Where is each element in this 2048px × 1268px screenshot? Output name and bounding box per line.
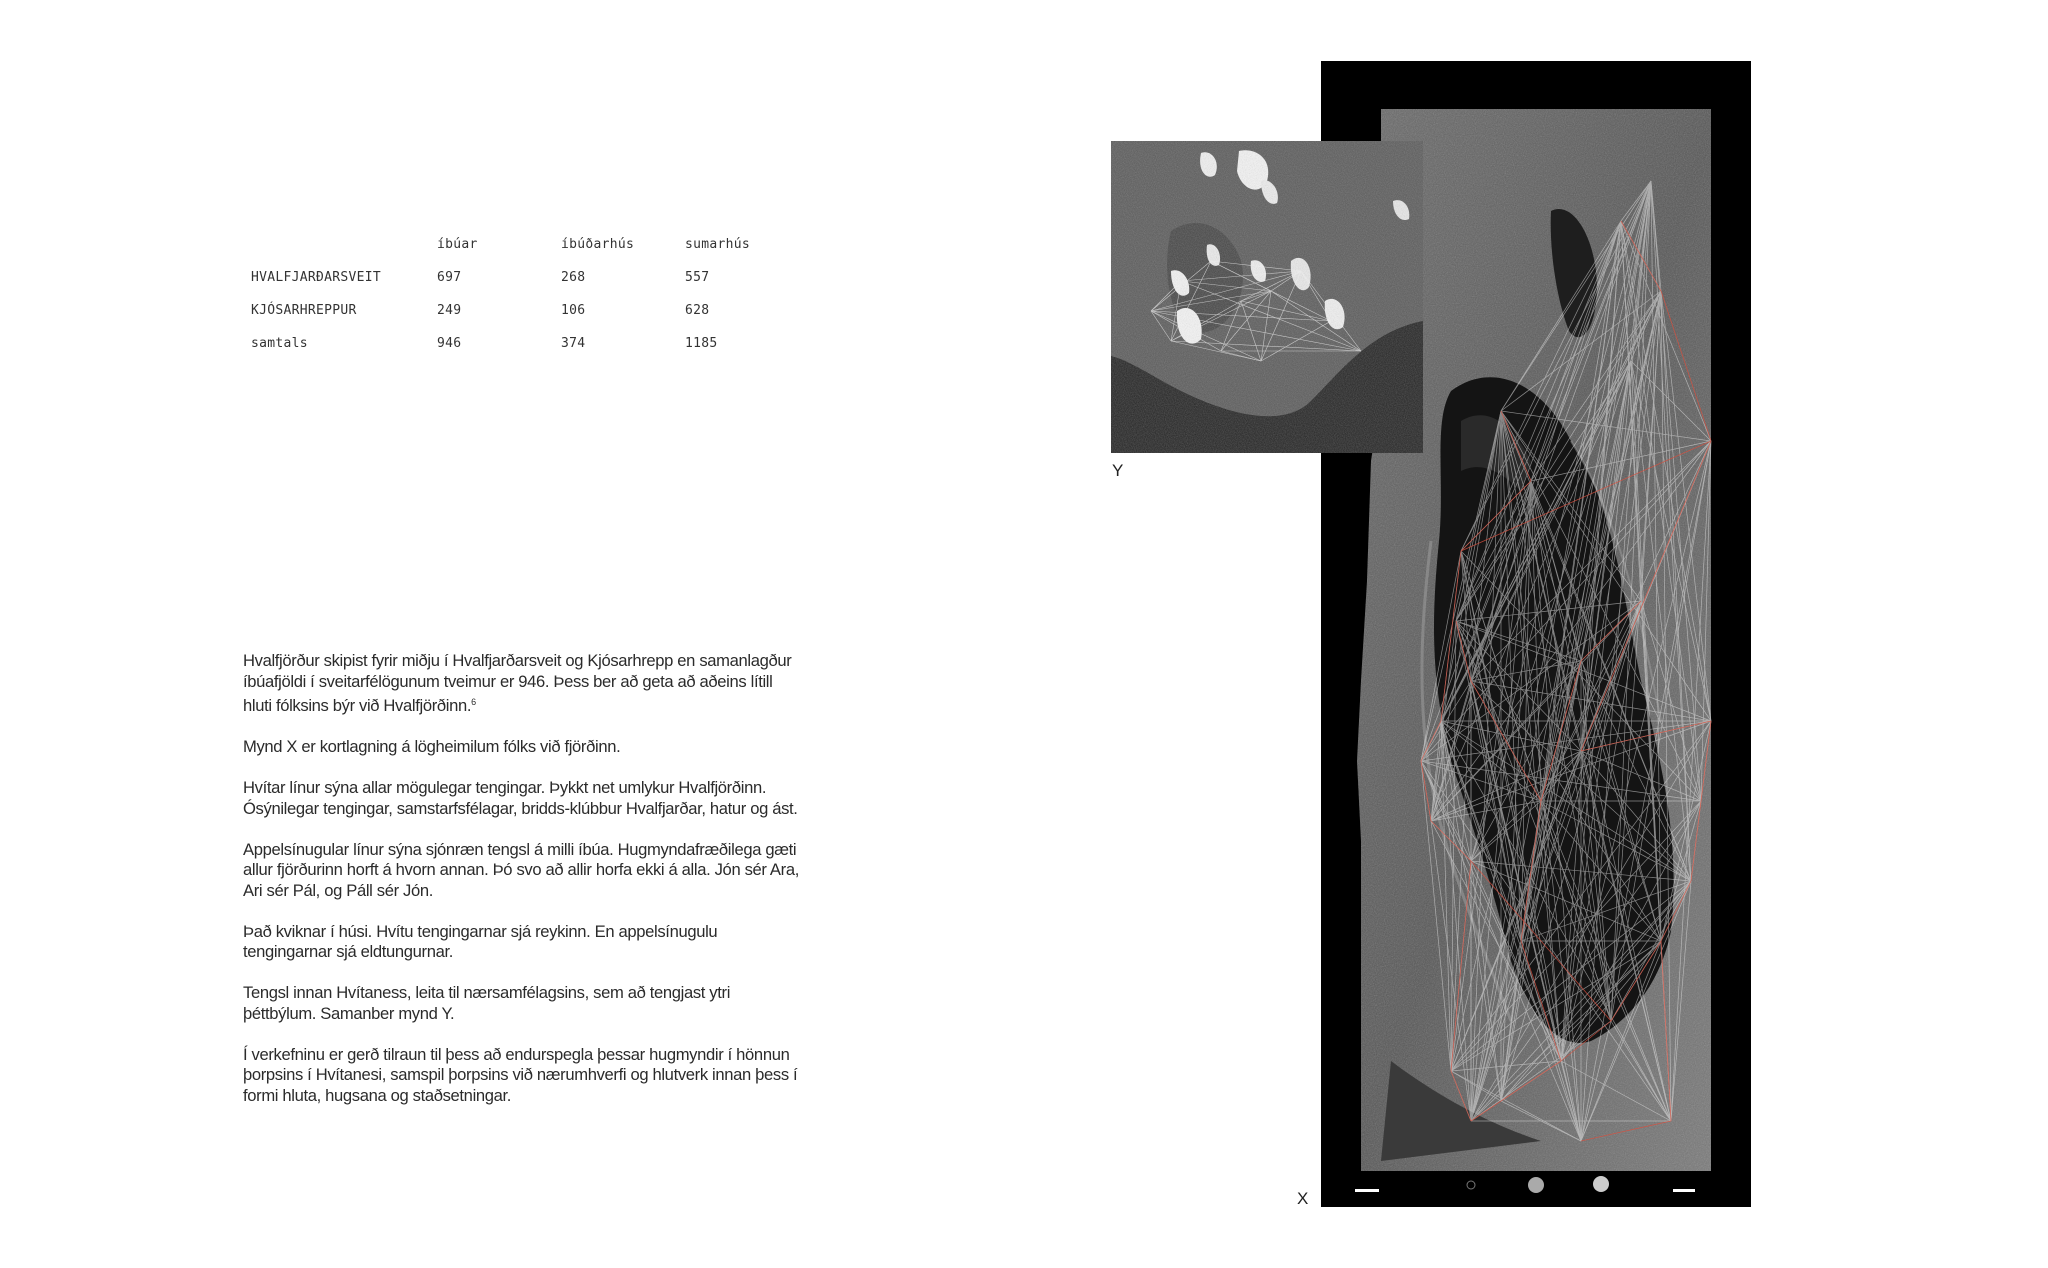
table-header: sumarhús [685,237,751,252]
population-table [251,237,785,369]
body-text [243,651,803,1127]
paragraph: Tengsl innan Hvítaness, leita til nærsamfélagsins, sem að tengjast ytri þéttbýlum. Samanber mynd Y. [243,983,731,1023]
table-cell: samtals [251,336,308,351]
paragraph: Appelsínugular línur sýna sjónræn tengsl á milli íbúa. Hugmyndafræðilega gæti allur fjörðurinn horft á hvorn annan. Þó svo að allir horfa ekki á alla. Jón sér Ara, Ari sér Pál, og Páll sér Jón. [243,839,799,900]
table-cell: 249 [437,303,462,318]
table-cell: 946 [437,336,462,351]
footnote-marker: 6 [471,697,476,707]
table-cell: 1185 [685,336,718,351]
table-row [251,270,785,303]
figure-y-label: Y [1112,461,1124,480]
table-cell: 557 [685,270,710,285]
figure-y-map [1111,141,1423,453]
table-row [251,303,785,336]
table-row [251,336,785,369]
table-cell: 628 [685,303,710,318]
paragraph: Það kviknar í húsi. Hvítu tengingarnar sjá reykinn. En appelsínugulu tengingarnar sjá eldtungurnar. [243,921,718,961]
table-cell: 106 [561,303,586,318]
map-y-graphic [1111,141,1423,453]
table-cell: HVALFJARÐARSVEIT [251,270,382,285]
table-cell: KJÓSARHREPPUR [251,303,357,318]
table-header [251,237,437,270]
table-cell: 697 [437,270,462,285]
table-cell: 374 [561,336,586,351]
table-header: íbúðarhús [561,237,635,252]
paragraph: Mynd X er kortlagning á lögheimilum fólks við fjörðinn. [243,737,621,756]
paragraph: Hvalfjörður skipist fyrir miðju í Hvalfjarðarsveit og Kjósarhrepp en samanlagður íbúafjöldi í sveitarfélögunum tveimur er 946. Þess ber að geta að aðeins lítill hluti fólksins býr við Hvalfjörðinn.$^6$ [243,651,792,715]
table-header-row [251,237,785,270]
table-cell: 268 [561,270,586,285]
paragraph: Í verkefninu er gerð tilraun til þess að endurspegla þessar hugmyndir í hönnun þorpsins í Hvítanesi, samspil þorpsins við nærumhverfi og hlutverk innan þess í formi hluta, hugsana og staðsetningar. [243,1044,798,1105]
paragraph: Hvítar línur sýna allar mögulegar tengingar. Þykkt net umlykur Hvalfjörðinn. Ósýnilegar tengingar, samstarfsfélagar, bridds-klúbbur Hvalfjarðar, hatur og ást. [243,778,798,818]
table-header: íbúar [437,237,478,252]
figure-x-label: X [1297,1189,1309,1208]
